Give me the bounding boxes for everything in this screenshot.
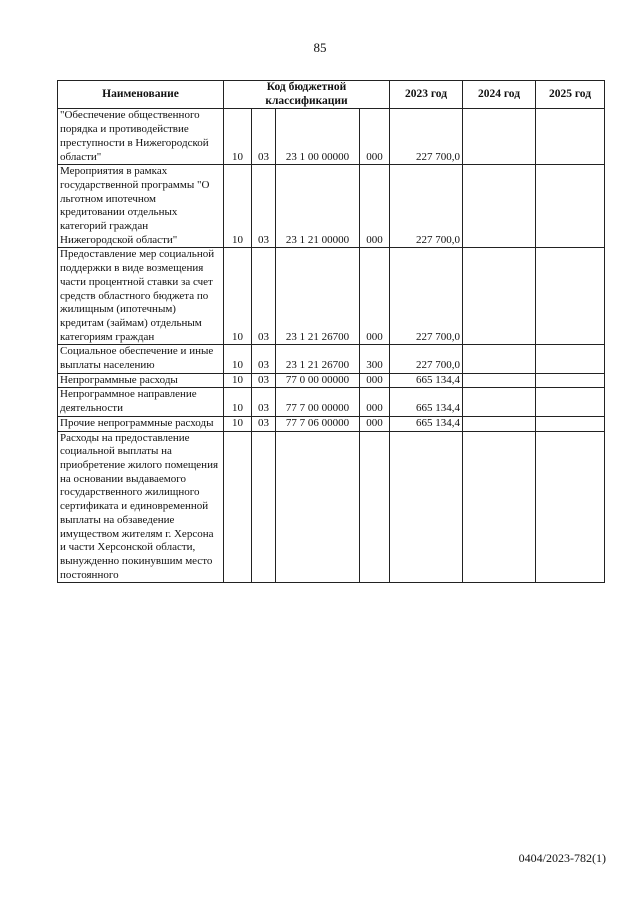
table-row: [58, 345, 605, 373]
cell-name: [58, 165, 224, 248]
cell-subsection: 03: [252, 165, 276, 248]
cell-name: [58, 416, 224, 431]
cell-2024: [463, 248, 536, 345]
cell-2024: [463, 416, 536, 431]
cell-section: 10: [224, 416, 252, 431]
cell-target-code: 23 1 00 00000: [276, 109, 360, 165]
cell-subsection: 03: [252, 109, 276, 165]
table-row: [58, 431, 605, 583]
cell-2023: 227 700,0: [390, 165, 463, 248]
row-name-text: Непрограммные расходы: [60, 373, 178, 386]
cell-2025: [536, 373, 605, 388]
cell-name: [58, 388, 224, 416]
cell-2023: [390, 431, 463, 583]
cell-2025: [536, 416, 605, 431]
cell-target-code: 77 7 06 00000: [276, 416, 360, 431]
cell-name: [58, 373, 224, 388]
cell-2025: [536, 345, 605, 373]
row-name-text: Предоставление мер социальной поддержки в виде возмещения части процентной ставки за счет средств областного бюджета по жилищным (ипотечным) кредитам (займам) отдельным категориям граждан: [60, 248, 215, 343]
cell-target-code: 77 0 00 00000: [276, 373, 360, 388]
cell-expense-type: 000: [360, 373, 390, 388]
page-number: 85: [313, 40, 327, 55]
table-row: [58, 248, 605, 345]
cell-2024: [463, 373, 536, 388]
row-name-text: Социальное обеспечение и иные выплаты населению: [60, 345, 214, 372]
cell-2025: [536, 431, 605, 583]
cell-expense-type: [360, 431, 390, 583]
cell-2024: [463, 109, 536, 165]
cell-subsection: 03: [252, 388, 276, 416]
cell-section: 10: [224, 165, 252, 248]
header-2025: 2025 год: [536, 81, 605, 109]
cell-2025: [536, 388, 605, 416]
table-row: [58, 388, 605, 416]
cell-2025: [536, 109, 605, 165]
row-name-text: "Обеспечение общественного порядка и противодействие преступности в Нижегородской области": [60, 109, 209, 163]
header-2024: 2024 год: [463, 81, 536, 109]
cell-2024: [463, 388, 536, 416]
table-row: [58, 373, 605, 388]
cell-subsection: 03: [252, 345, 276, 373]
cell-target-code: 23 1 21 00000: [276, 165, 360, 248]
cell-expense-type: 000: [360, 109, 390, 165]
cell-2023: 227 700,0: [390, 345, 463, 373]
row-name-text: Мероприятия в рамках государственной программы "О льготном ипотечном кредитовании отдельных категорий граждан Нижегородской области": [60, 165, 210, 246]
cell-2023: 665 134,4: [390, 416, 463, 431]
table-row: [58, 165, 605, 248]
cell-expense-type: 300: [360, 345, 390, 373]
row-name-text: Непрограммное направление деятельности: [60, 388, 197, 415]
cell-2024: [463, 345, 536, 373]
cell-name: [58, 345, 224, 373]
cell-section: 10: [224, 248, 252, 345]
cell-subsection: 03: [252, 373, 276, 388]
cell-expense-type: 000: [360, 248, 390, 345]
cell-expense-type: 000: [360, 165, 390, 248]
table-row: [58, 416, 605, 431]
cell-subsection: [252, 431, 276, 583]
cell-subsection: 03: [252, 416, 276, 431]
cell-name: [58, 248, 224, 345]
budget-table: [57, 80, 605, 583]
cell-target-code: [276, 431, 360, 583]
cell-target-code: 23 1 21 26700: [276, 345, 360, 373]
cell-target-code: 23 1 21 26700: [276, 248, 360, 345]
cell-2023: 665 134,4: [390, 388, 463, 416]
header-2023: 2023 год: [390, 81, 463, 109]
cell-section: 10: [224, 109, 252, 165]
cell-expense-type: 000: [360, 416, 390, 431]
cell-section: 10: [224, 345, 252, 373]
row-name-text: Расходы на предоставление социальной выплаты на приобретение жилого помещения на основании выдаваемого государственного жилищного сертификата и единовременной выплаты на обзаведение имуществом жителям г. Херсона и части Херсонской области, вынужденно покинувшим место постоянного: [60, 431, 219, 581]
cell-2024: [463, 165, 536, 248]
header-name: Наименование: [58, 81, 224, 109]
table-row: [58, 109, 605, 165]
row-name-text: Прочие непрограммные расходы: [60, 416, 214, 429]
document-code: 0404/2023-782(1): [518, 851, 606, 865]
cell-section: 10: [224, 373, 252, 388]
table-header-row: [58, 81, 605, 109]
cell-2025: [536, 165, 605, 248]
cell-2024: [463, 431, 536, 583]
cell-target-code: 77 7 00 00000: [276, 388, 360, 416]
cell-2023: 227 700,0: [390, 248, 463, 345]
cell-section: [224, 431, 252, 583]
cell-expense-type: 000: [360, 388, 390, 416]
cell-name: [58, 109, 224, 165]
cell-subsection: 03: [252, 248, 276, 345]
cell-2023: 227 700,0: [390, 109, 463, 165]
header-budget-code: Код бюджетной классификации: [224, 81, 390, 109]
cell-name: [58, 431, 224, 583]
cell-section: 10: [224, 388, 252, 416]
cell-2025: [536, 248, 605, 345]
cell-2023: 665 134,4: [390, 373, 463, 388]
